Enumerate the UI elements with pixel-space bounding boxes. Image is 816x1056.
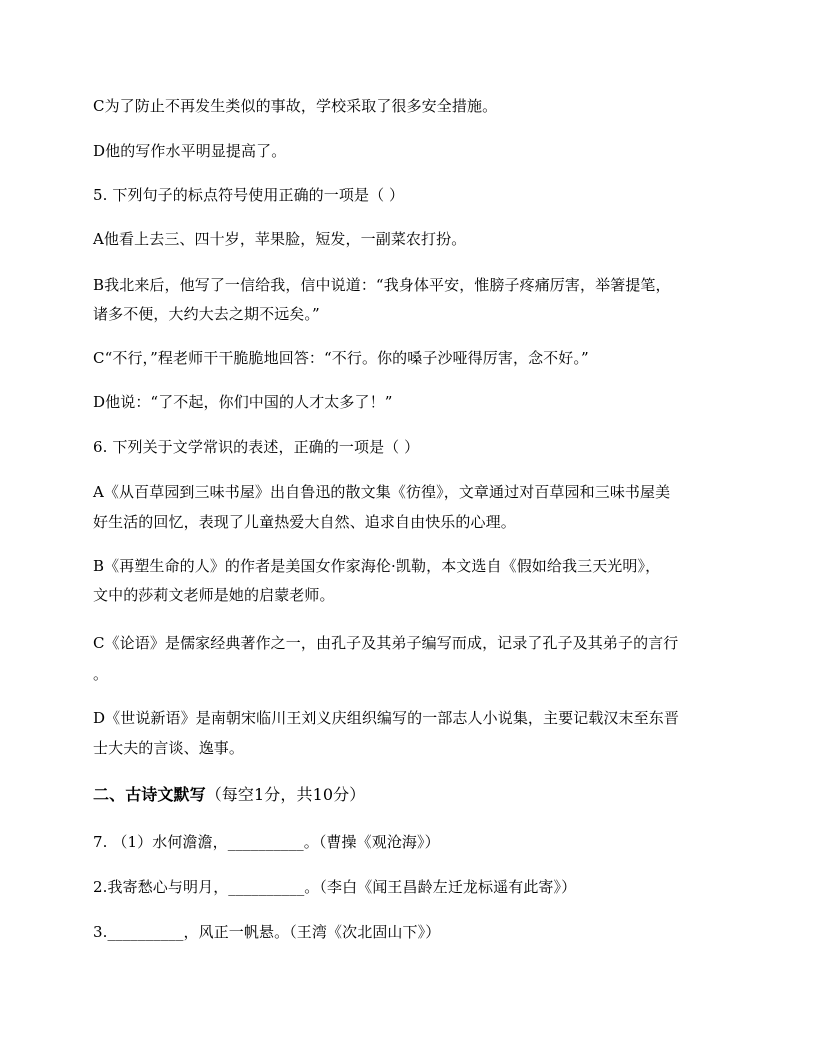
option-d-q4: D他的写作水平明显提高了。 bbox=[93, 142, 287, 160]
option-b-q5-line-2: 诸多不便，大约大去之期不远矣。” bbox=[93, 305, 320, 323]
fill-blank-3: 3.__________，风正一帆悬。（王湾《次北固山下》） bbox=[93, 923, 441, 941]
section-note: （每空1分，共10分） bbox=[205, 785, 366, 804]
option-c-q6-line-1: C《论语》是儒家经典著作之一，由孔子及其弟子编写而成，记录了孔子及其弟子的言行 bbox=[93, 634, 679, 652]
option-d-q6-line-2: 士大夫的言谈、逸事。 bbox=[93, 739, 245, 757]
option-c-q4: C为了防止不再发生类似的事故，学校采取了很多安全措施。 bbox=[93, 97, 498, 115]
option-b-q5-line-1: B我北来后，他写了一信给我，信中说道：“我身体平安，惟膀子疼痛厉害，举箸提笔， bbox=[93, 276, 671, 294]
section-title: 二、古诗文默写 bbox=[93, 785, 206, 804]
option-d-q5: D他说：“了不起，你们中国的人才太多了！” bbox=[93, 393, 393, 411]
question-6: 6. 下列关于文学常识的表述，正确的一项是（ ） bbox=[93, 438, 420, 456]
option-b-q6-line-2: 文中的莎莉文老师是她的启蒙老师。 bbox=[93, 586, 335, 604]
option-a-q6-line-2: 好生活的回忆，表现了儿童热爱大自然、追求自由快乐的心理。 bbox=[93, 513, 516, 531]
option-c-q6-line-2: 。 bbox=[93, 665, 109, 683]
fill-blank-2: 2.我寄愁心与明月，__________。（李白《闻王昌龄左迁龙标遥有此寄》） bbox=[93, 878, 577, 896]
option-c-q5: C“不行，”程老师干干脆脆地回答：“不行。你的嗓子沙哑得厉害，念不好。” bbox=[93, 349, 589, 367]
option-d-q6-line-1: D《世说新语》是南朝宋临川王刘义庆组织编写的一部志人小说集，主要记载汉末至东晋 bbox=[93, 709, 679, 727]
option-a-q6-line-1: A《从百草园到三味书屋》出自鲁迅的散文集《彷徨》，文章通过对百草园和三味书屋美 bbox=[93, 483, 671, 501]
option-a-q5: A他看上去三、四十岁，苹果脸，短发，一副菜农打扮。 bbox=[93, 230, 467, 248]
section-heading bbox=[93, 785, 733, 805]
question-5: 5. 下列句子的标点符号使用正确的一项是（ ） bbox=[93, 186, 405, 204]
option-b-q6-line-1: B《再塑生命的人》的作者是美国女作家海伦·凯勒，本文选自《假如给我三天光明》， bbox=[93, 557, 661, 575]
fill-blank-1: 7. （1）水何澹澹，__________。（曹操《观沧海》） bbox=[93, 833, 440, 851]
